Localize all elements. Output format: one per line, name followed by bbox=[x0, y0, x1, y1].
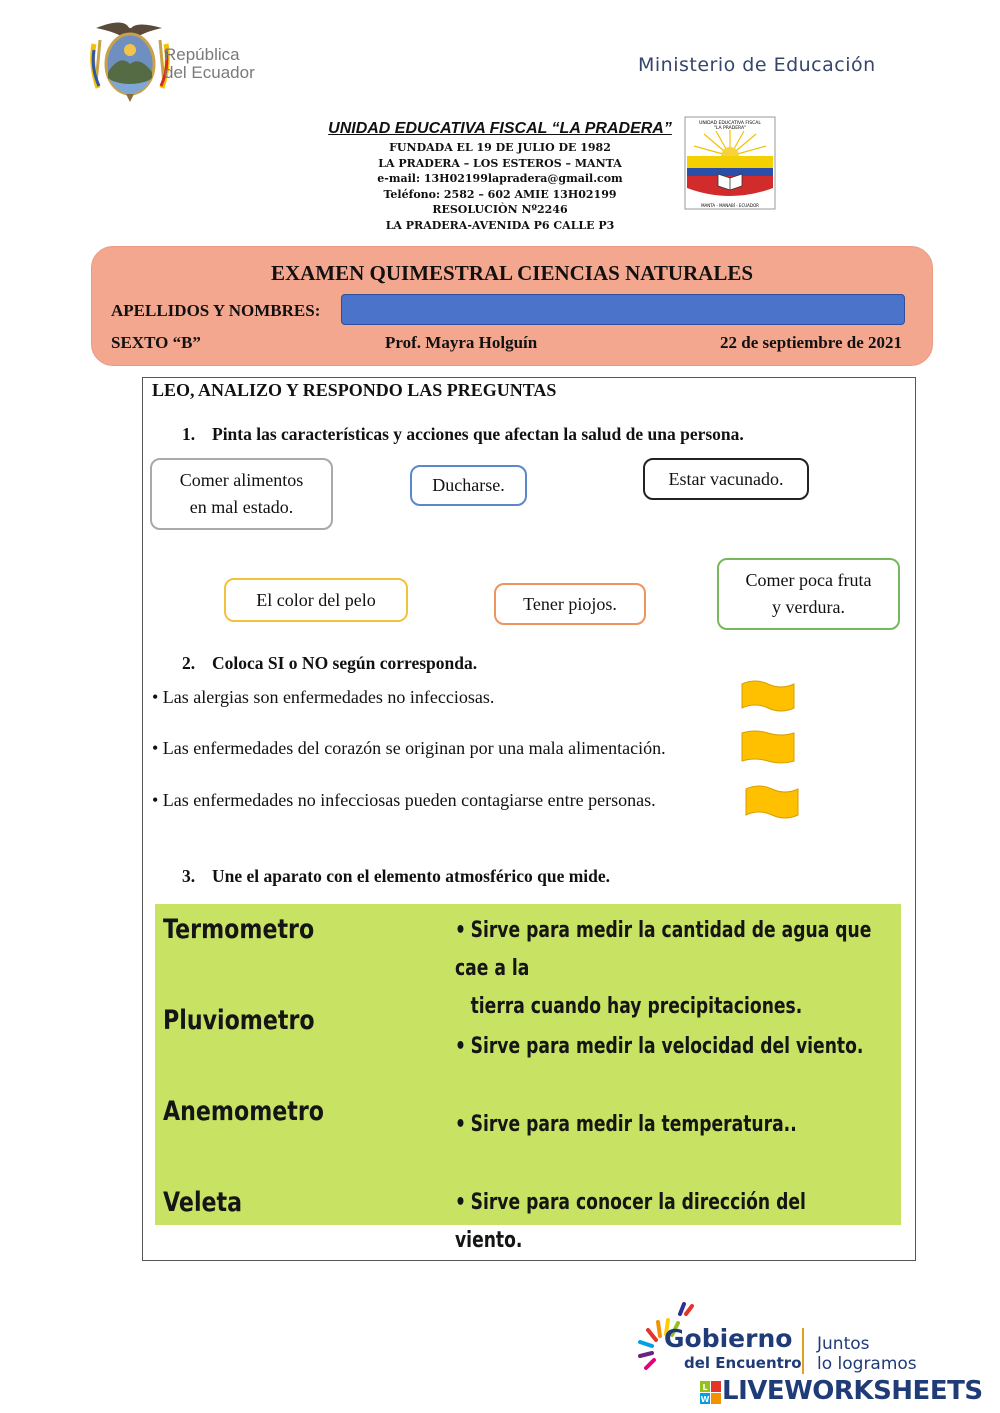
question-3 bbox=[182, 866, 610, 887]
bullet: • bbox=[455, 1112, 466, 1137]
description-velocidad-viento[interactable] bbox=[455, 1028, 876, 1066]
device-termometro[interactable]: Termometro bbox=[163, 914, 315, 945]
statement-1: • Las alergias son enfermedades no infecciosas. bbox=[152, 687, 495, 707]
question-3-number: 3. bbox=[182, 866, 196, 886]
question-1 bbox=[182, 424, 744, 445]
option-6-line-2: y verdura. bbox=[772, 597, 845, 617]
school-phone: Teléfono: 2582 – 602 AMIE 13H02199 bbox=[383, 187, 617, 201]
del-encuentro-text: del Encuentro bbox=[684, 1354, 802, 1372]
liveworksheets-badge-icon bbox=[700, 1381, 722, 1405]
republica-line-2: del Ecuador bbox=[164, 63, 255, 82]
question-1-text: Pinta las características y acciones que afectan la salud de una persona. bbox=[212, 424, 744, 444]
school-location: LA PRADERA – LOS ESTEROS – MANTA bbox=[378, 156, 622, 170]
school-info bbox=[300, 120, 700, 233]
description-2: Sirve para medir la velocidad del viento. bbox=[470, 1034, 864, 1059]
description-precipitacion[interactable] bbox=[455, 912, 876, 1026]
option-3-label: Estar vacunado. bbox=[668, 468, 784, 489]
answer-flag-1[interactable] bbox=[741, 679, 795, 713]
option-6-line-1: Comer poca fruta bbox=[745, 570, 872, 590]
republica-line-1: República bbox=[164, 45, 240, 64]
section-heading: LEO, ANALIZO Y RESPONDO LAS PREGUNTAS bbox=[152, 380, 557, 400]
option-2-label: Ducharse. bbox=[432, 475, 505, 495]
lw-badge-l: L bbox=[702, 1383, 708, 1392]
option-ducharse[interactable] bbox=[410, 465, 527, 506]
bullet: • bbox=[455, 918, 466, 943]
republica-del-ecuador-text bbox=[164, 46, 255, 82]
description-4: Sirve para conocer la dirección del viento. bbox=[455, 1190, 806, 1253]
school-resolution: RESOLUCIÒN Nº2246 bbox=[432, 203, 568, 216]
crest-text-name: "LA PRADERA" bbox=[713, 126, 747, 131]
description-direccion-viento[interactable] bbox=[455, 1184, 876, 1260]
exam-title: EXAMEN QUIMESTRAL CIENCIAS NATURALES bbox=[270, 261, 754, 285]
option-1-line-2: en mal estado. bbox=[189, 497, 294, 517]
exam-banner bbox=[91, 246, 933, 366]
option-color-del-pelo[interactable] bbox=[224, 578, 408, 622]
juntos-line-1: Juntos bbox=[817, 1334, 870, 1354]
bullet: • bbox=[455, 1190, 466, 1215]
lw-badge-w: W bbox=[700, 1395, 710, 1404]
juntos-lo-logramos-text bbox=[817, 1334, 917, 1374]
question-2-number: 2. bbox=[182, 653, 196, 673]
question-3-text: Une el aparato con el elemento atmosférico que mide. bbox=[212, 866, 611, 886]
question-1-number: 1. bbox=[182, 424, 196, 444]
description-1-line-2: tierra cuando hay precipitaciones. bbox=[470, 994, 803, 1019]
question-2-text: Coloca SI o NO según corresponda. bbox=[212, 653, 478, 673]
matching-area bbox=[155, 904, 901, 1253]
description-3: Sirve para medir la temperatura.. bbox=[470, 1112, 797, 1137]
crest-text-bottom: MANTA - MANABÍ - ECUADOR bbox=[701, 203, 759, 208]
device-pluviometro[interactable]: Pluviometro bbox=[163, 1005, 315, 1036]
school-crest-icon bbox=[684, 116, 776, 210]
school-address: LA PRADERA-AVENIDA P6 CALLE P3 bbox=[385, 218, 615, 232]
student-name-input[interactable] bbox=[341, 294, 905, 325]
ministerio-educacion-text: Ministerio de Educación bbox=[638, 54, 876, 76]
crest-text-top: UNIDAD EDUCATIVA FISCAL bbox=[699, 121, 761, 126]
option-1-line-1: Comer alimentos bbox=[179, 470, 304, 490]
option-tener-piojos[interactable] bbox=[494, 583, 646, 625]
name-label: APELLIDOS Y NOMBRES: bbox=[111, 301, 321, 320]
exam-date: 22 de septiembre de 2021 bbox=[720, 333, 902, 352]
juntos-line-2: lo logramos bbox=[817, 1354, 917, 1374]
grade-label: SEXTO “B” bbox=[111, 333, 201, 352]
liveworksheets-brand[interactable]: LIVEWORKSHEETS bbox=[722, 1376, 983, 1406]
statement-3: • Las enfermedades no infecciosas pueden contagiarse entre personas. bbox=[152, 790, 656, 810]
teacher-name: Prof. Mayra Holguín bbox=[385, 333, 538, 352]
gobierno-text: Gobierno bbox=[664, 1324, 793, 1353]
school-founded: FUNDADA EL 19 DE JULIO DE 1982 bbox=[389, 141, 611, 154]
statement-2: • Las enfermedades del corazón se originan por una mala alimentación. bbox=[152, 738, 666, 758]
question-2 bbox=[182, 653, 477, 674]
answer-flag-3[interactable] bbox=[745, 784, 799, 820]
option-5-label: Tener piojos. bbox=[523, 593, 617, 614]
device-anemometro[interactable]: Anemometro bbox=[163, 1096, 325, 1127]
option-estar-vacunado[interactable] bbox=[643, 458, 809, 500]
description-temperatura[interactable] bbox=[455, 1106, 876, 1144]
option-comer-alimentos[interactable] bbox=[150, 458, 333, 530]
option-comer-poca-fruta[interactable] bbox=[717, 558, 900, 630]
device-veleta[interactable]: Veleta bbox=[163, 1187, 243, 1218]
bullet: • bbox=[455, 1034, 466, 1059]
answer-flag-2[interactable] bbox=[741, 729, 795, 765]
description-1-line-1: Sirve para medir la cantidad de agua que cae a la bbox=[455, 918, 872, 981]
school-name: UNIDAD EDUCATIVA FISCAL “LA PRADERA” bbox=[328, 120, 672, 137]
school-email: e-mail: 13H02199lapradera@gmail.com bbox=[377, 172, 623, 185]
option-4-label: El color del pelo bbox=[256, 589, 376, 610]
footer-divider bbox=[802, 1328, 804, 1374]
